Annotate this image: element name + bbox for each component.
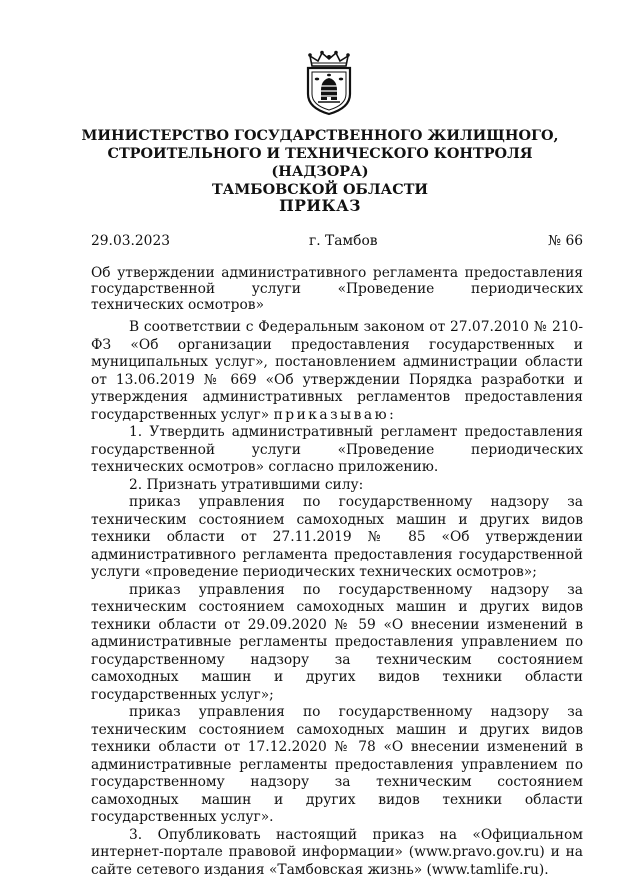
header-line-1: МИНИСТЕРСТВО ГОСУДАРСТВЕННОГО ЖИЛИЩНОГО, [81,127,559,144]
item-2b: приказ управления по государственному надзору за техническим состоянием самоходных машин и других видов техники области от 29.09.2020 № 59 «О внесении изменений в административные регламенты предоставления управлением по государственному надзору за техническим состоянием самоходных машин и других видов техники области государственных услуг»; [91,581,583,703]
item-2c: приказ управления по государственному надзору за техническим состоянием самоходных машин и других видов техники области от 17.12.2020 № 78 «О внесении изменений в административные регламенты предоставления управлением по государственному надзору за техническим состоянием самоходных машин и других видов техники области государственных услуг». [91,704,583,825]
document-date: 29.03.2023 [91,233,170,249]
item-2: 2. Признать утратившими силу: [129,476,364,493]
document-meta [91,233,583,253]
document-number: № 66 [548,233,583,249]
item-2a: приказ управления по государственному надзору за техническим состоянием самоходных машин и других видов техники области от 27.11.2019 № 85 «Об утверждении административного регламента предоставления государственной услуги «проведение периодических технических осмотров»; [91,494,583,580]
header-line-3: ТАМБОВСКОЙ ОБЛАСТИ [211,181,429,198]
document-body [91,319,583,879]
header-line-2: СТРОИТЕЛЬНОГО И ТЕХНИЧЕСКОГО КОНТРОЛЯ (НАДЗОРА) [107,145,533,180]
item-3: 3. Опубликовать настоящий приказ на «Официальном интернет-портале правовой информации» (www.pravo.gov.ru) и на сайте сетевого издания «Тамбовская жизнь» (www.tamlife.ru). [91,826,583,878]
document-city: г. Тамбов [309,233,378,249]
ministry-header [60,127,580,199]
intro-text: В соответствии с Федеральным законом от 27.07.2010 № 210-ФЗ «Об организации предоставления государственных и муниципальных услуг», постановлением администрации области от 13.06.2019 № 669 «Об утверждении Порядка разработки и утверждения административных регламентов предоставления государственных услуг» [91,319,583,423]
coat-of-arms-icon [300,50,358,116]
order-word: приказываю: [273,406,397,423]
document-title: ПРИКАЗ [279,196,361,215]
document-subject: Об утверждении административного регламента предоставления государственной услуги «Проведение периодических технических осмотров» [91,265,583,313]
intro-paragraph [91,319,583,424]
item-1: 1. Утвердить административный регламент предоставления государственной услуги «Проведение периодических технических осмотров» согласно приложению. [91,424,583,475]
